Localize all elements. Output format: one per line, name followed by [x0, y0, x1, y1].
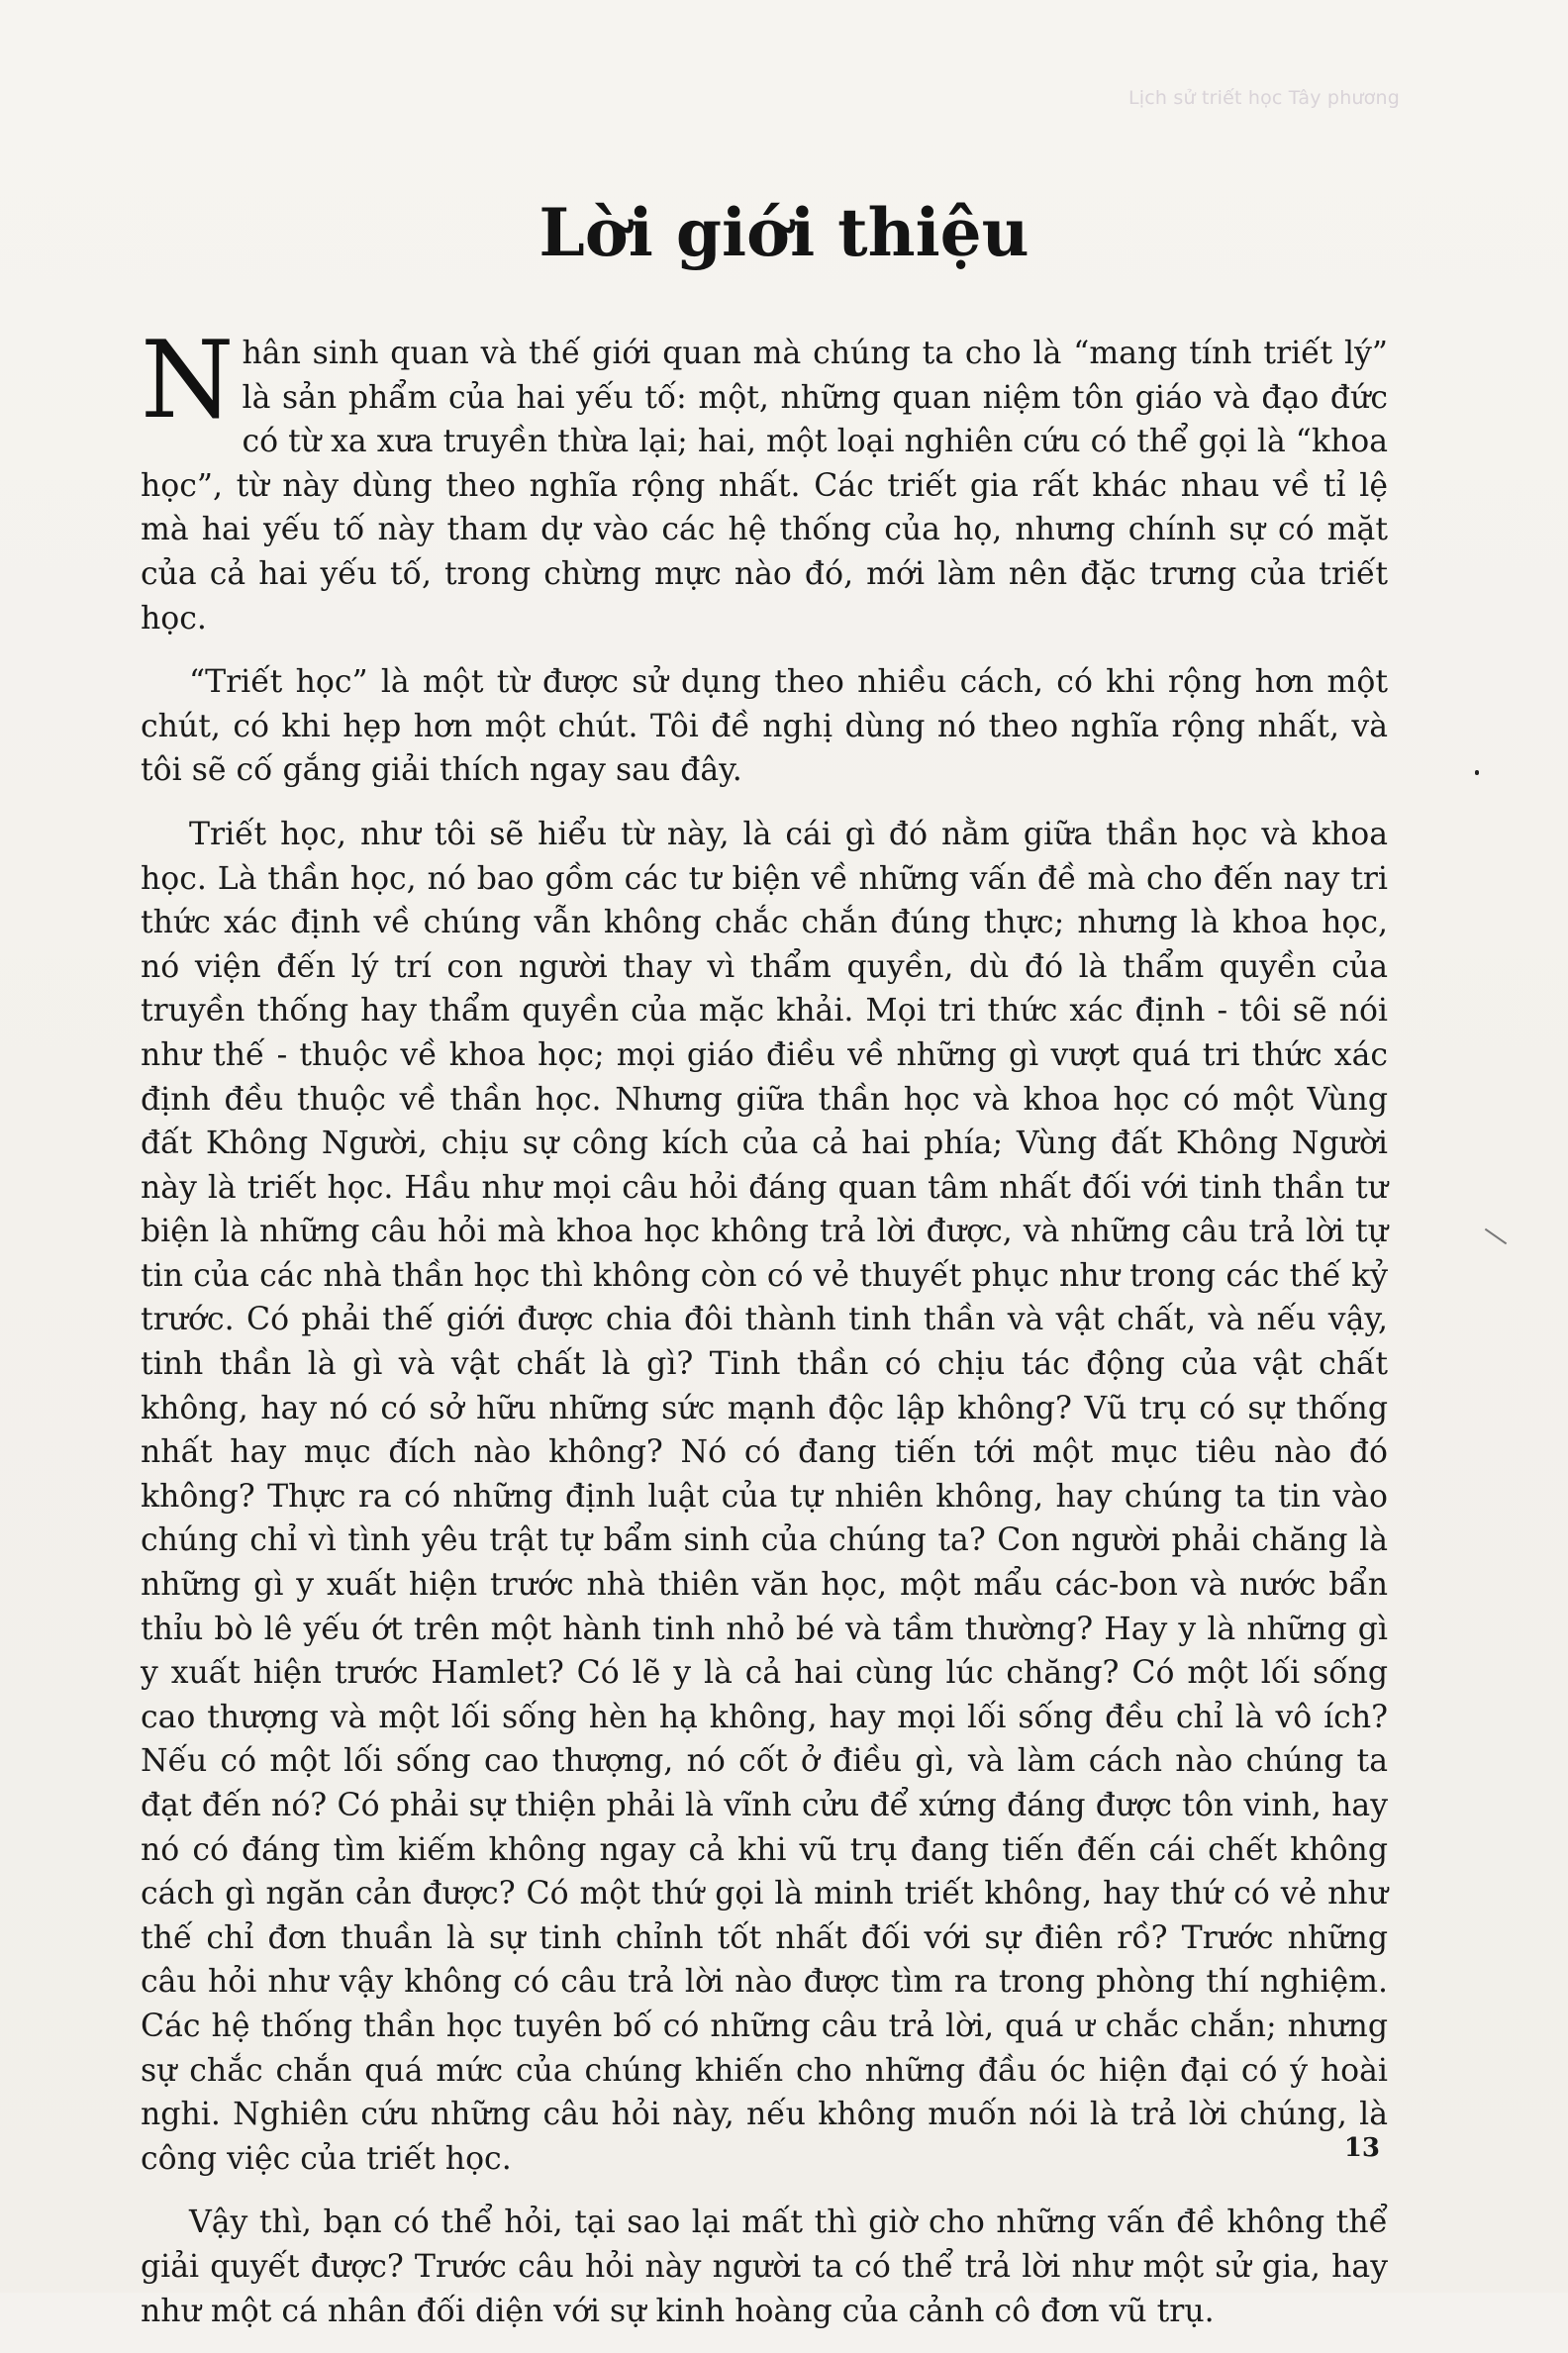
paper-speck	[1475, 770, 1479, 775]
chapter-title: Lời giới thiệu	[539, 194, 1029, 271]
paragraph-3: Triết học, như tôi sẽ hiểu từ này, là cái gì đó nằm giữa thần học và khoa học. Là thần học, nó bao gồm các tư biện về những vấn đề mà cho đến nay tri thức xác định về chúng vẫn không chắc chắn đúng thực; nhưng là khoa học, nó viện đến lý trí con người thay vì thẩm quyền, dù đó là thẩm quyền của truyền thống hay thẩm quyền của mặc khải. Mọi tri thức xác định - tôi sẽ nói như thế - thuộc về khoa học; mọi giáo điều về những gì vượt quá tri thức xác định đều thuộc về thần học. Nhưng giữa thần học và khoa học có một Vùng đất Không Người, chịu sự công kích của cả hai phía; Vùng đất Không Người này là triết học. Hầu như mọi câu hỏi đáng quan tâm nhất đối với tinh thần tư biện là những câu hỏi mà khoa học không trả lời được, và những câu trả lời tự tin của các nhà thần học thì không còn có vẻ thuyết phục như trong các thế kỷ trước. Có phải thế giới được chia đôi thành tinh thần và vật chất, và nếu vậy, tinh thần là gì và vật chất là gì? Tinh thần có chịu tác động của vật chất không, hay nó có sở hữu những sức mạnh độc lập không? Vũ trụ có sự thống nhất hay mục đích nào không? Nó có đang tiến tới một mục tiêu nào đó không? Thực ra có những định luật của tự nhiên không, hay chúng ta tin vào chúng chỉ vì tình yêu trật tự bẩm sinh của chúng ta? Con người phải chăng là những gì y xuất hiện trước nhà thiên văn học, một mẩu các-bon và nước bẩn thỉu bò lê yếu ớt trên một hành tinh nhỏ bé và tầm thường? Hay y là những gì y xuất hiện trước Hamlet? Có lẽ y là cả hai cùng lúc chăng? Có một lối sống cao thượng và một lối sống hèn hạ không, hay mọi lối sống đều chỉ là vô ích? Nếu có một lối sống cao thượng, nó cốt ở điều gì, và làm cách nào chúng ta đạt đến nó? Có phải sự thiện phải là vĩnh cửu để xứng đáng được tôn vinh, hay nó có đáng tìm kiếm không ngay cả khi vũ trụ đang tiến đến cái chết không cách gì ngăn cản được? Có một thứ gọi là minh triết không, hay thứ có vẻ như thế chỉ đơn thuần là sự tinh chỉnh tốt nhất đối với sự điên rồ? Trước những câu hỏi như vậy không có câu trả lời nào được tìm ra trong phòng thí nghiệm. Các hệ thống thần học tuyên bố có những câu trả lời, quá ư chắc chắn; nhưng sự chắc chắn quá mức của chúng khiến cho những đầu óc hiện đại có ý hoài nghi. Nghiên cứu những câu hỏi này, nếu không muốn nói là trả lời chúng, là công việc của triết học.	[141, 816, 1388, 2177]
paragraph-1	[141, 319, 1388, 640]
running-head: Lịch sử triết học Tây phương	[1127, 87, 1400, 109]
paragraph-1-text: hân sinh quan và thế giới quan mà chúng ta cho là “mang tính triết lý” là sản phẩm của hai yếu tố: một, những quan niệm tôn giáo và đạo đức có từ xa xưa truyền thừa lại; hai, một loại nghiên cứu có thể gọi là “khoa học”, từ này dùng theo nghĩa rộng nhất. Các triết gia rất khác nhau về tỉ lệ mà hai yếu tố này tham dự vào các hệ thống của họ, nhưng chính sự có mặt của cả hai yếu tố, trong chừng mực nào đó, mới làm nên đặc trưng của triết học.	[141, 336, 1388, 637]
paper-scratch	[1485, 1228, 1507, 1245]
page-number: 13	[1343, 2133, 1380, 2163]
paragraph-4: Vậy thì, bạn có thể hỏi, tại sao lại mất thì giờ cho những vấn đề không thể giải quyết được? Trước câu hỏi này người ta có thể trả lời như một sử gia, hay như một cá nhân đối diện với sự kinh hoàng của cảnh cô đơn vũ trụ.	[141, 2205, 1388, 2329]
drop-cap: N	[141, 319, 235, 442]
paragraph-2: “Triết học” là một từ được sử dụng theo nhiều cách, có khi rộng hơn một chút, có khi hẹp hơn một chút. Tôi đề nghị dùng nó theo nghĩa rộng nhất, và tôi sẽ cố gắng giải thích ngay sau đây.	[141, 664, 1388, 789]
body-text	[141, 319, 1388, 2353]
